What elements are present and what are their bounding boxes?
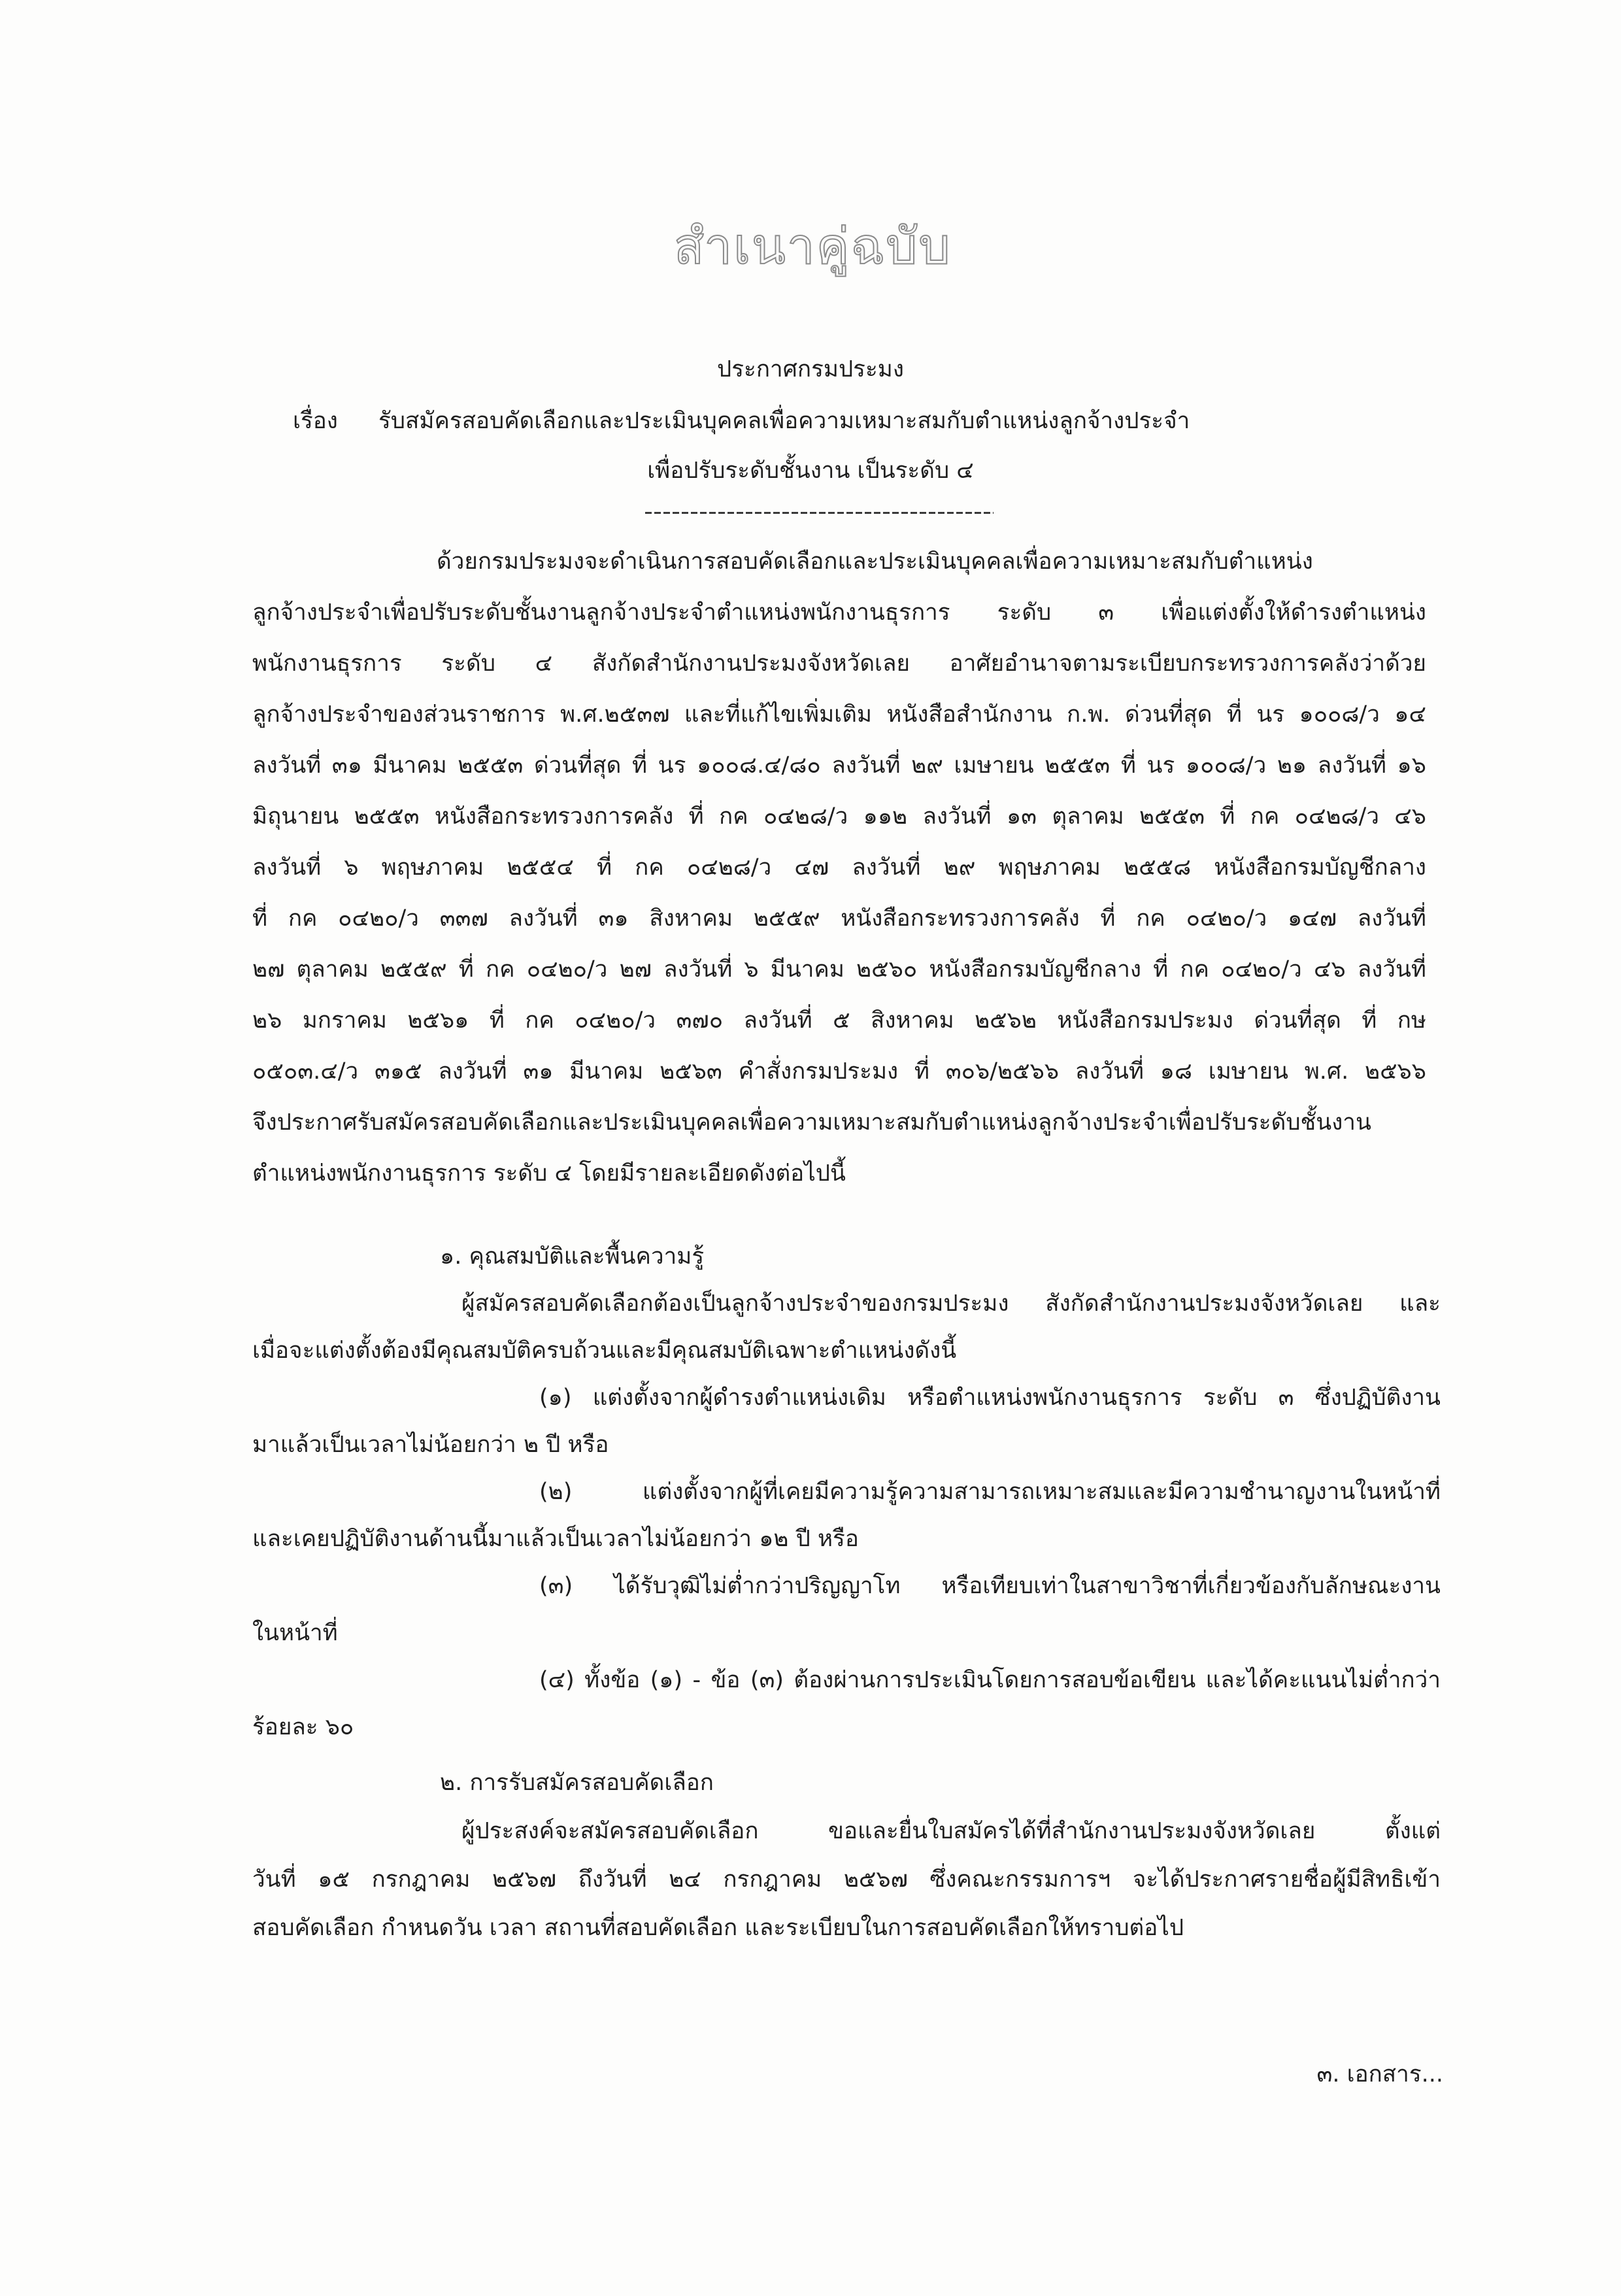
intro-line: ลูกจ้างประจำของส่วนราชการ พ.ศ.๒๕๓๗ และที่แก้ไขเพิ่มเติม หนังสือสำนักงาน ก.พ. ด่วนที่สุด ที่ นร ๑๐๐๘/ว ๑๔ — [252, 701, 1426, 728]
section-line: ผู้สมัครสอบคัดเลือกต้องเป็นลูกจ้างประจำของกรมประมง สังกัดสำนักงานประมงจังหวัดเลย และ — [461, 1291, 1441, 1317]
intro-line: ๒๖ มกราคม ๒๕๖๑ ที่ กค ๐๔๒๐/ว ๓๗๐ ลงวันที่ ๕ สิงหาคม ๒๕๖๒ หนังสือกรมประมง ด่วนที่สุด ที่ กษ — [252, 1007, 1426, 1034]
intro-line: มิถุนายน ๒๕๕๓ หนังสือกระทรวงการคลัง ที่ กค ๐๔๒๘/ว ๑๑๒ ลงวันที่ ๑๓ ตุลาคม ๒๕๕๓ ที่ กค ๐๔๒๘/ว ๔๖ — [252, 803, 1426, 830]
qualifications-section — [252, 1233, 1441, 1751]
copy-stamp: สำเนาคู่ฉบับ — [674, 217, 952, 275]
intro-line: ที่ กค ๐๔๒๐/ว ๓๓๗ ลงวันที่ ๓๑ สิงหาคม ๒๕๕๙ หนังสือกระทรวงการคลัง ที่ กค ๐๔๒๐/ว ๑๔๗ ลงวันที่ — [252, 905, 1427, 932]
qualification-item: (๒) แต่งตั้งจากผู้ที่เคยมีความรู้ความสามารถเหมาะสมและมีความชำนาญงานในหน้าที่ — [539, 1479, 1441, 1505]
announcement-title: ประกาศกรมประมง — [717, 356, 904, 382]
qualification-item: (๔) ทั้งข้อ (๑) - ข้อ (๓) ต้องผ่านการประเมินโดยการสอบข้อเขียน และได้คะแนนไม่ต่ำกว่า — [539, 1667, 1441, 1693]
section-line: วันที่ ๑๕ กรกฎาคม ๒๕๖๗ ถึงวันที่ ๒๔ กรกฎาคม ๒๕๖๗ ซึ่งคณะกรรมการฯ จะได้ประกาศรายชื่อผู้มีสิทธิเข้า — [252, 1866, 1441, 1893]
intro-line: ด้วยกรมประมงจะดำเนินการสอบคัดเลือกและประเมินบุคคลเพื่อความเหมาะสมกับตำแหน่ง — [437, 549, 1313, 575]
qualification-item-continuation: และเคยปฏิบัติงานด้านนี้มาแล้วเป็นเวลาไม่น้อยกว่า ๑๒ ปี หรือ — [252, 1526, 859, 1552]
section-line: สอบคัดเลือก กำหนดวัน เวลา สถานที่สอบคัดเลือก และระเบียบในการสอบคัดเลือกให้ทราบต่อไป — [252, 1915, 1184, 1941]
intro-line: ๒๗ ตุลาคม ๒๕๕๙ ที่ กค ๐๔๒๐/ว ๒๗ ลงวันที่ ๖ มีนาคม ๒๕๖๐ หนังสือกรมบัญชีกลาง ที่ กค ๐๔๒๐/ว ๔๖ ลงวันที่ — [252, 956, 1426, 983]
title-divider — [645, 512, 994, 514]
qualification-item: (๓) ได้รับวุฒิไม่ต่ำกว่าปริญญาโท หรือเทียบเท่าในสาขาวิชาที่เกี่ยวข้องกับลักษณะงาน — [539, 1573, 1441, 1599]
qualification-item-continuation: ในหน้าที่ — [252, 1620, 338, 1646]
intro-line: พนักงานธุรการ ระดับ ๔ สังกัดสำนักงานประมงจังหวัดเลย อาศัยอำนาจตามระเบียบกระทรวงการคลังว่าด้วย — [252, 650, 1426, 677]
intro-line: ลูกจ้างประจำเพื่อปรับระดับชั้นงานลูกจ้างประจำตำแหน่งพนักงานธุรการ ระดับ ๓ เพื่อแต่งตั้งให้ดำรงตำแหน่ง — [252, 599, 1426, 626]
qualification-item: (๑) แต่งตั้งจากผู้ดำรงตำแหน่งเดิม หรือตำแหน่งพนักงานธุรการ ระดับ ๓ ซึ่งปฏิบัติงาน — [539, 1385, 1441, 1411]
section-heading: ๒. การรับสมัครสอบคัดเลือก — [440, 1770, 714, 1796]
section-line: เมื่อจะแต่งตั้งต้องมีคุณสมบัติครบถ้วนและมีคุณสมบัติเฉพาะตำแหน่งดังนี้ — [252, 1338, 957, 1364]
section-heading: ๑. คุณสมบัติและพื้นความรู้ — [440, 1243, 705, 1270]
qualification-item-continuation: ร้อยละ ๖๐ — [252, 1714, 354, 1740]
intro-line: ลงวันที่ ๓๑ มีนาคม ๒๕๕๓ ด่วนที่สุด ที่ นร ๑๐๐๘.๔/๘๐ ลงวันที่ ๒๙ เมษายน ๒๕๕๓ ที่ นร ๑๐๐๘/ว ๒๑ ลงวันที่ ๑๖ — [252, 752, 1426, 779]
subject-label: เรื่อง — [293, 408, 338, 434]
subject-line: เพื่อปรับระดับชั้นงาน เป็นระดับ ๔ — [647, 458, 974, 484]
section-line: ผู้ประสงค์จะสมัครสอบคัดเลือก ขอและยื่นใบสมัครได้ที่สำนักงานประมงจังหวัดเลย ตั้งแต่ — [461, 1818, 1441, 1844]
intro-paragraph — [252, 536, 1426, 1199]
intro-line: จึงประกาศรับสมัครสอบคัดเลือกและประเมินบุคคลเพื่อความเหมาะสมกับตำแหน่งลูกจ้างประจำเพื่อปรับระดับชั้นงาน — [252, 1109, 1371, 1136]
subject-line: รับสมัครสอบคัดเลือกและประเมินบุคคลเพื่อความเหมาะสมกับตำแหน่งลูกจ้างประจำ — [378, 408, 1190, 434]
intro-line: ตำแหน่งพนักงานธุรการ ระดับ ๔ โดยมีรายละเอียดดังต่อไปนี้ — [252, 1160, 846, 1187]
intro-line: ๐๕๐๓.๔/ว ๓๑๕ ลงวันที่ ๓๑ มีนาคม ๒๕๖๓ คำสั่งกรมประมง ที่ ๓๐๖/๒๕๖๖ ลงวันที่ ๑๘ เมษายน พ.ศ. ๒๕๖๖ — [252, 1058, 1426, 1085]
page-continuation: ๓. เอกสาร... — [1316, 2061, 1443, 2087]
intro-line: ลงวันที่ ๖ พฤษภาคม ๒๕๕๔ ที่ กค ๐๔๒๘/ว ๔๗ ลงวันที่ ๒๙ พฤษภาคม ๒๕๕๘ หนังสือกรมบัญชีกลาง — [252, 854, 1426, 881]
application-section — [252, 1759, 1441, 1952]
qualification-item-continuation: มาแล้วเป็นเวลาไม่น้อยกว่า ๒ ปี หรือ — [252, 1432, 609, 1458]
